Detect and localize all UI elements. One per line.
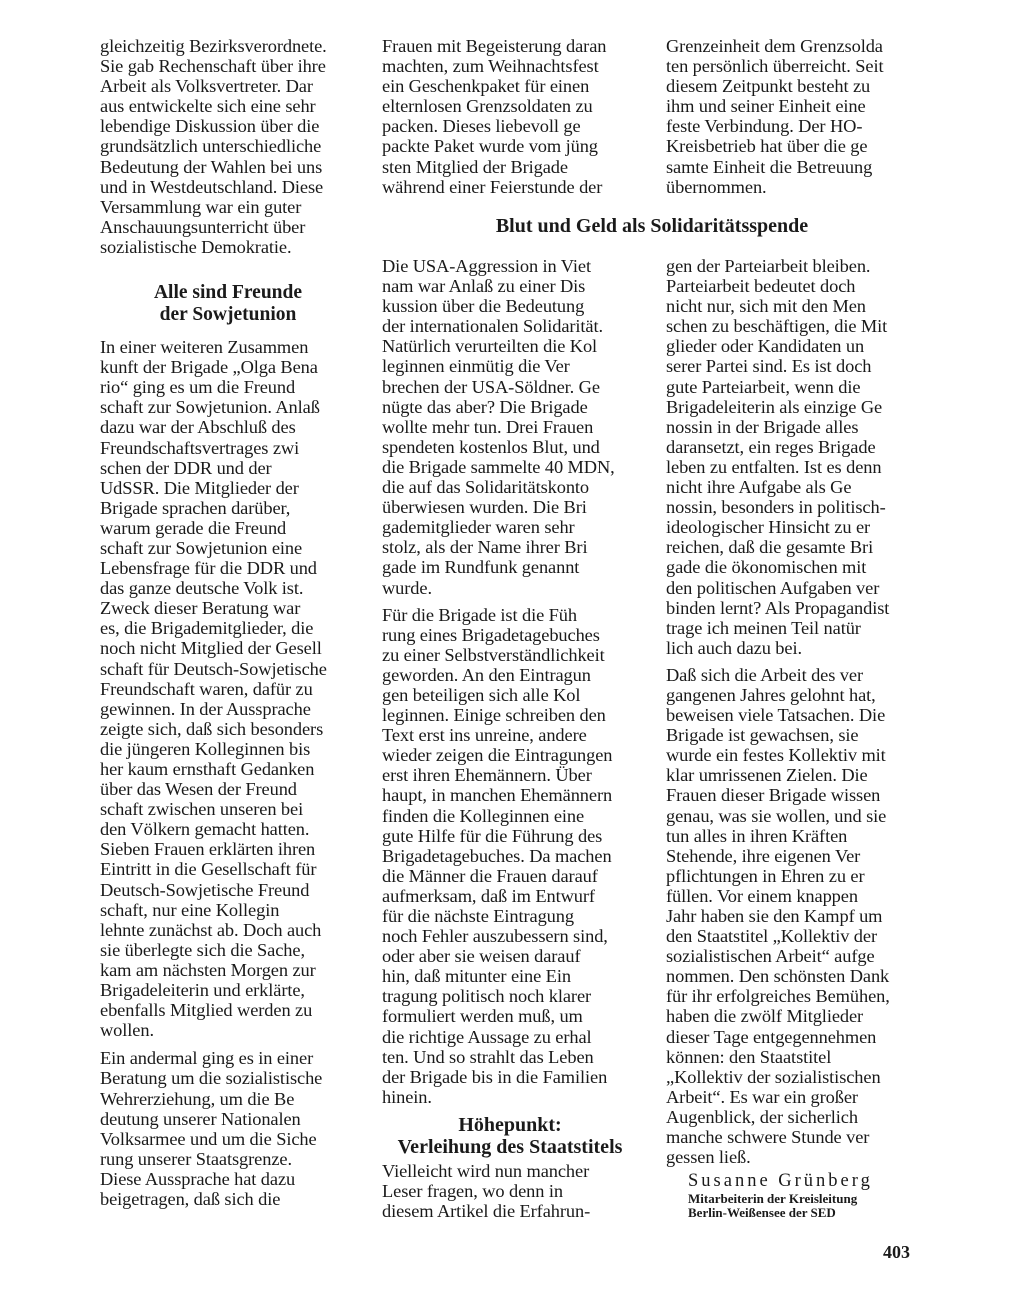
section-heading-solidarity: Blut und Geld als Solidaritätsspende [495,215,809,237]
paragraph-result: Daß sich die Arbeit des ver gangenen Jahres gelohnt hat, beweisen viele Tatsachen. Die Brigade ist gewachsen, sie wurde ein festes Kollektiv mit klar umrissenen Zielen. Die Frauen dieser Brigade wissen genau, was sie wollen, und sie tun alles in ihren Kräften Stehende, ihre eigenen Ver pflichtungen in Ehren zu er füllen. Vor einem knappen Jahr haben sie den Kampf um den Staatstitel „Kollektiv der sozialistischen Arbeit“ aufge nommen. Den schönsten Dank für ihr erfolgreiches Bemühen, haben die zwölf Mitglieder dieser Tage entgegennehmen können: den Staatstitel „Kollektiv der sozialistischen Arbeit“. Es war ein großer Augenblick, der sicherlich manche schwere Stunde ver gessen ließ. [666,664,890,1168]
column-2-lower [382,256,638,1221]
column-1 [100,36,356,1209]
paragraph-diary: Für die Brigade ist die Füh rung eines Brigadetagebuches zu einer Selbstverständlichkeit geworden. An den Eintragun gen beteiligen sich alle Kol leginnen. Einige schreiben den Text erst ins unreine, andere wieder zeigen die Eintragungen erst ihren Ehemännern. Über haupt, in manchen Ehemännern finden die Kolleginnen eine gute Hilfe für die Führung des Brigadetagebuches. Da machen die Männer die Frauen darauf aufmerksam, daß im Entwurf für die nächste Eintragung noch Fehler auszubessern sind, oder aber sie weisen darauf hin, daß mitunter eine Ein tragung politisch noch klarer formuliert werden muß, um die richtige Aussage zu erhal ten. Und so strahlt das Leben der Brigade bis in die Familien hinein. [382,604,613,1107]
paragraph-gift: Frauen mit Begeisterung daran machten, zum Weihnachtsfest ein Geschenkpaket für einen elternlosen Grenzsoldaten zu packen. Dieses liebevoll ge packte Paket wurde vom jüng sten Mitglied der Brigade während einer Feierstunde der [382,36,607,197]
column-2 [382,36,638,197]
paragraph-party-work: gen der Parteiarbeit bleiben. Parteiarbeit bedeutet doch nicht nur, sich mit den Men schen zu beschäftigen, die Mit glieder oder Kandidaten un serer Partei sind. Es ist doch gute Parteiarbeit, wenn die Brigadeleiterin als einzige Ge nossin in der Brigade alles daransetzt, ein reges Brigade leben zu entfalten. Ist es denn nicht ihre Aufgabe als Ge nossin, besonders in politisch- ideologischer Hinsicht zu er reichen, daß die gesamte Bri gade die ökonomischen mit den politischen Aufgaben ver binden lernt? Als Propagandist trage ich meinen Teil natür lich auch dazu bei. [666,256,890,658]
section-heading-friendship: Alle sind Freunde der Sowjetunion [153,282,303,326]
paragraph-defense: Ein andermal ging es in einer Beratung um die sozialistische Wehrerziehung, um die Be deutung unserer Nationalen Volksarmee und um die Siche rung unserer Staatsgrenze. Diese Aussprache hat dazu beigetragen, daß sich die [100,1048,323,1209]
paragraph-reader: Vielleicht wird nun mancher Leser fragen, wo denn in diesem Artikel die Erfahrun- [382,1160,591,1222]
signature [666,1171,922,1220]
signature-role: Mitarbeiterin der Kreisleitung Berlin-Weißensee der SED [688,1191,858,1221]
signature-name: Susanne Grünberg [688,1171,873,1192]
paragraph-vietnam: Die USA-Aggression in Viet nam war Anlaß zu einer Dis kussion über die Bedeutung der internationalen Solidarität. Natürlich verurteilten die Kol leginnen einmütig die Ver brechen der USA-Söldner. Ge nügte das aber? Die Brigade wollte mehr tun. Drei Frauen spendeten kostenlos Blut, und die Brigade sammelte 40 MDN, die auf das Solidaritätskonto überwiesen wurden. Die Bri gademitglieder waren sehr stolz, als der Name ihrer Bri gade im Rundfunk genannt wurde. [382,256,615,598]
paragraph-border-unit: Grenzeinheit dem Grenzsolda ten persönlich überreicht. Seit diesem Zeitpunkt besteht zu ihm und seiner Einheit eine feste Verbindung. Der HO- Kreisbetrieb hat über die ge samte Einheit die Betreuung übernommen. [666,36,884,197]
paragraph-intro: gleichzeitig Bezirksverordnete. Sie gab Rechenschaft über ihre Arbeit als Volksvertreter. Dar aus entwickelte sich eine sehr lebendige Diskussion über die grundsätzlich unterschiedliche Bedeutung der Wahlen bei uns und in Westdeutschland. Diese Versammlung war ein guter Anschauungsunterricht über sozialistische Demokratie. [100,36,327,257]
column-3 [666,36,922,197]
section-heading-highlight: Höhepunkt: Verleihung des Staatstitels [397,1113,623,1158]
column-3-lower [666,256,922,1220]
paragraph-friendship: In einer weiteren Zusammen kunft der Brigade „Olga Bena rio“ ging es um die Freund schaft zur Sowjetunion. Anlaß dazu war der Abschluß des Freundschaftsvertrages zwi schen der DDR und der UdSSR. Die Mitglieder der Brigade sprachen darüber, warum gerade die Freund schaft zur Sowjetunion eine Lebensfrage für die DDR und das ganze deutsche Volk ist. Zweck dieser Beratung war es, die Brigademitglieder, die noch nicht Mitglied der Gesell schaft für Deutsch-Sowjetische Freundschaft waren, dafür zu gewinnen. In der Aussprache zeigte sich, daß sich besonders die jüngeren Kolleginnen bis her kaum ernsthaft Gedanken über das Wesen der Freund schaft zwischen unseren bei den Völkern gemacht hatten. Sieben Frauen erklärten ihren Eintritt in die Gesellschaft für Deutsch-Sowjetische Freund schaft, nur eine Kollegin lehnte zunächst ab. Doch auch sie überlegte sich die Sache, kam am nächsten Morgen zur Brigadeleiterin und erklärte, ebenfalls Mitglied werden zu wollen. [100,337,327,1041]
page-number: 403 [883,1242,910,1262]
